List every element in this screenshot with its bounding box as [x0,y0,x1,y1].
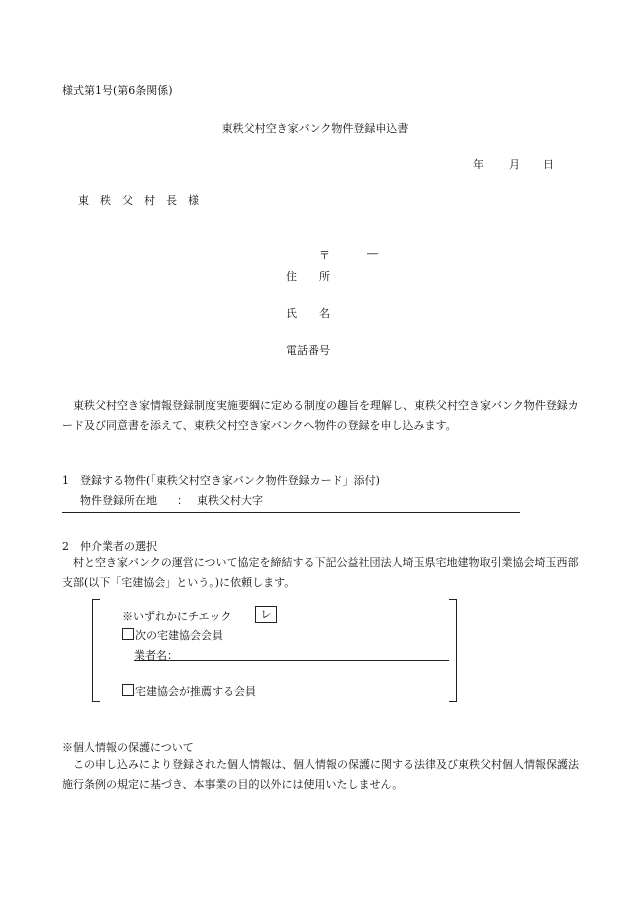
addressee: 東 秩 父 村 長 様 [78,194,199,207]
section2-body: 村と空き家バンクの運営について協定を締結する下記公益社団法人埼玉県宅地建物取引業協会埼玉西部支部(以下「宅建協会」という。)に依頼します。 [62,556,579,589]
section1-divider [62,512,520,513]
phone-label: 電話番号 [286,344,330,357]
postal-mark: 〒 [319,249,330,262]
option-member-label: 次の宅建協会会員 [135,629,223,642]
form-title: 東秩父村空き家バンク物件登録申込書 [221,122,409,135]
section1-heading: 1 登録する物件(「東秩父村空き家バンク物件登録カード」添付) [62,474,380,487]
option-recommended[interactable] [122,683,256,699]
location-label: 物件登録所在地 [80,494,157,507]
dealer-name-label: 業者名： [134,649,178,662]
location-value: 東秩父村大字 [197,494,263,507]
checkbox-recommended[interactable] [122,684,134,696]
option-recommended-label: 宅建協会が推薦する会員 [135,685,256,698]
date-day-label: 日 [543,158,554,171]
dealer-name-line[interactable] [134,660,449,661]
privacy-heading: ※個人情報の保護について [62,741,194,754]
section2-heading: 2 仲介業者の選択 [62,540,157,553]
date-year-label: 年 [473,158,484,171]
location-colon: ： [177,494,188,507]
address-label: 住 所 [286,270,330,283]
name-label: 氏 名 [286,307,330,320]
postal-dash: ― [367,247,378,260]
checkbox-member[interactable] [122,628,134,640]
left-bracket [92,599,100,702]
privacy-body: この申し込みにより登録された個人情報は、個人情報の保護に関する法律及び東秩父村個人情報保護法施行条例の規定に基づき、本事業の目的以外には使用いたしません。 [62,758,579,791]
check-note: ※いずれかにチエック [122,610,232,623]
check-example-box [255,606,277,623]
option-member[interactable] [122,627,223,643]
date-month-label: 月 [509,158,520,171]
check-mark: レ [260,608,272,621]
form-number: 様式第1号(第6条関係) [62,84,173,97]
intro-paragraph: 東秩父村空き家情報登録制度実施要綱に定める制度の趣旨を理解し、東秩父村空き家バンク物件登録カード及び同意書を添えて、東秩父村空き家バンクへ物件の登録を申し込みます。 [62,399,579,432]
right-bracket [449,599,457,702]
